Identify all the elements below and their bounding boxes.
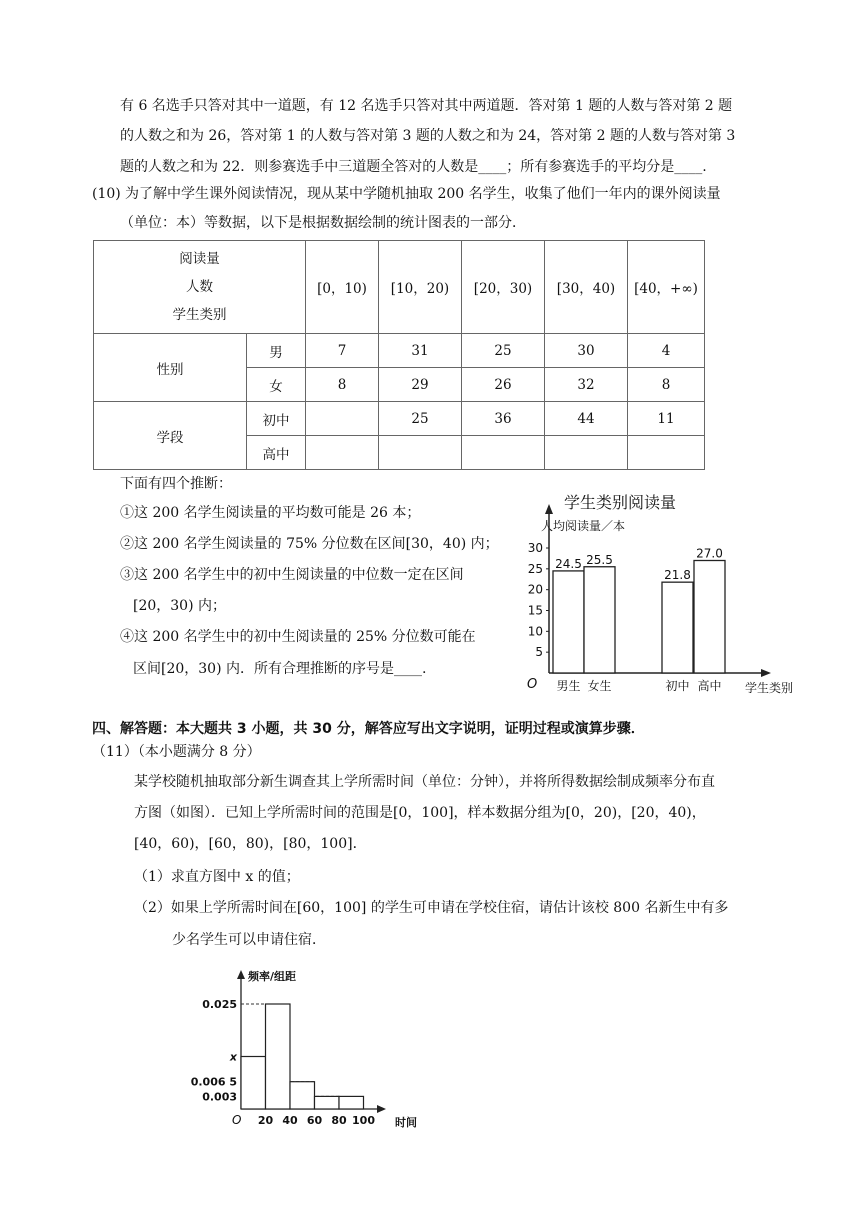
frequency-histogram bbox=[190, 966, 430, 1136]
hist-x-tick: 20 bbox=[257, 1114, 274, 1127]
q11-line-2: 方图（如图）．已知上学所需时间的范围是[0，100]，样本数据分组为[0，20)，[20，40)， bbox=[134, 805, 706, 821]
hist-x-tick: 40 bbox=[282, 1114, 298, 1127]
category-label: 初中 bbox=[665, 679, 690, 693]
hist-y-label: 频率/组距 bbox=[248, 970, 297, 983]
y-tick-label: 10 bbox=[527, 624, 543, 639]
q10-line-1: 为了解中学生课外阅读情况，现从某中学随机抽取 200 名学生，收集了他们一年内的课外阅读量 bbox=[125, 186, 721, 202]
hist-bar bbox=[290, 1082, 315, 1109]
hist-origin: O bbox=[232, 1113, 242, 1127]
table-cell bbox=[545, 436, 628, 470]
table-cell bbox=[306, 402, 379, 436]
table-cell: 32 bbox=[545, 368, 628, 402]
column-header: [30，40) bbox=[545, 241, 628, 334]
table-cell: 11 bbox=[628, 402, 705, 436]
bar bbox=[662, 582, 693, 673]
hist-y-arrow bbox=[237, 970, 245, 979]
hist-x-label: 时间 bbox=[395, 1116, 417, 1129]
x-axis-label: 学生类别 bbox=[745, 681, 794, 695]
hist-y-tick: 0.025 bbox=[202, 998, 237, 1011]
hist-bar bbox=[241, 1057, 266, 1110]
column-header: [10，20) bbox=[379, 241, 462, 334]
group-stage: 学段 bbox=[94, 402, 247, 470]
x-axis-arrow bbox=[761, 669, 771, 677]
prev-problem-line-3: 题的人数之和为 22．则参赛选手中三道题全答对的人数是____；所有参赛选手的平均分是____. bbox=[120, 159, 707, 175]
section-heading: 四、解答题：本大题共 3 小题，共 30 分，解答应写出文字说明，证明过程或演算步骤． bbox=[92, 721, 645, 737]
origin-label: O bbox=[527, 677, 538, 692]
table-cell bbox=[628, 436, 705, 470]
category-label: 高中 bbox=[697, 679, 722, 693]
hist-x-tick: 80 bbox=[331, 1114, 347, 1127]
inference-3a: ③这 200 名学生中的初中生阅读量的中位数一定在区间 bbox=[120, 567, 464, 583]
table-cell: 25 bbox=[462, 334, 545, 368]
hist-bar bbox=[315, 1096, 340, 1109]
row-label-male: 男 bbox=[247, 334, 306, 368]
y-axis-arrow bbox=[545, 504, 553, 514]
inference-4a: ④这 200 名学生中的初中生阅读量的 25% 分位数可能在 bbox=[120, 629, 476, 645]
hist-x-tick: 60 bbox=[306, 1114, 323, 1127]
bar bbox=[584, 567, 615, 673]
category-label: 女生 bbox=[587, 679, 612, 693]
hist-y-tick: 0.006 5 bbox=[190, 1075, 237, 1089]
reading-table bbox=[93, 240, 705, 470]
y-tick-label: 15 bbox=[527, 603, 543, 618]
group-gender: 性别 bbox=[94, 334, 247, 402]
y-tick-label: 25 bbox=[527, 561, 543, 576]
table-cell: 36 bbox=[462, 402, 545, 436]
inference-3b: [20，30) 内； bbox=[133, 598, 227, 614]
inferences-intro: 下面有四个推断： bbox=[120, 476, 232, 492]
inference-1: ①这 200 名学生阅读量的平均数可能是 26 本； bbox=[120, 505, 421, 521]
header-count: 人数 bbox=[186, 279, 213, 295]
hist-y-tick: 0.003 bbox=[202, 1090, 237, 1104]
column-header: [0，10) bbox=[306, 241, 379, 334]
table-cell: 8 bbox=[306, 368, 379, 402]
row-label-junior: 初中 bbox=[247, 402, 306, 436]
table-cell: 25 bbox=[379, 402, 462, 436]
table-cell: 44 bbox=[545, 402, 628, 436]
table-cell: 8 bbox=[628, 368, 705, 402]
hist-x-tick: 100 bbox=[352, 1114, 375, 1127]
row-label-senior: 高中 bbox=[247, 436, 306, 470]
hist-bar bbox=[266, 1004, 291, 1109]
prev-problem-line-2: 的人数之和为 26，答对第 1 的人数与答对第 3 题的人数之和为 24，答对第 2 题的人数与答对第 3 bbox=[120, 128, 736, 144]
hist-bar bbox=[339, 1096, 364, 1109]
inference-4b: 区间[20，30) 内．所有合理推断的序号是____. bbox=[133, 661, 427, 677]
q10-number: (10) bbox=[92, 186, 121, 202]
y-tick-label: 5 bbox=[535, 645, 543, 660]
y-tick-label: 30 bbox=[527, 541, 543, 555]
table-cell bbox=[462, 436, 545, 470]
table-cell: 29 bbox=[379, 368, 462, 402]
column-header: [20，30) bbox=[462, 241, 545, 334]
q11-sub-2b: 少名学生可以申请住宿． bbox=[172, 932, 326, 948]
q11-line-1: 某学校随机抽取部分新生调查其上学所需时间（单位：分钟），并将所得数据绘制成频率分布直 bbox=[134, 774, 715, 790]
hist-x-arrow bbox=[377, 1105, 386, 1113]
y-tick-label: 20 bbox=[527, 582, 543, 597]
bar-value-label: 27.0 bbox=[696, 546, 723, 561]
table-cell bbox=[379, 436, 462, 470]
chart-title: 学生类别阅读量 bbox=[563, 493, 677, 512]
inference-2: ②这 200 名学生阅读量的 75% 分位数在区间[30，40) 内； bbox=[120, 536, 499, 552]
hist-y-tick: x bbox=[229, 1050, 237, 1064]
q11-label: （11）（本小题满分 8 分） bbox=[92, 744, 261, 760]
q11-line-3: [40，60)，[60，80)，[80，100]． bbox=[134, 836, 367, 852]
bar bbox=[694, 561, 725, 674]
category-label: 男生 bbox=[556, 679, 581, 693]
header-reading: 阅读量 bbox=[179, 251, 220, 267]
table-cell: 26 bbox=[462, 368, 545, 402]
q11-sub-1: （1）求直方图中 x 的值； bbox=[134, 869, 300, 885]
bar bbox=[553, 571, 584, 673]
y-axis-label: 人均阅读量／本 bbox=[541, 519, 626, 533]
q11-sub-2a: （2）如果上学所需时间在[60，100] 的学生可申请在学校住宿，请估计该校 800 名新生中有多 bbox=[134, 900, 729, 916]
row-label-female: 女 bbox=[247, 368, 306, 402]
q10-line-2: （单位：本）等数据，以下是根据数据绘制的统计图表的一部分． bbox=[120, 215, 526, 231]
table-cell bbox=[306, 436, 379, 470]
table-header-diagonal bbox=[94, 241, 306, 334]
table-cell: 7 bbox=[306, 334, 379, 368]
bar-value-label: 24.5 bbox=[555, 556, 582, 571]
header-category: 学生类别 bbox=[172, 307, 227, 323]
table-cell: 30 bbox=[545, 334, 628, 368]
table-cell: 31 bbox=[379, 334, 462, 368]
table-cell: 4 bbox=[628, 334, 705, 368]
reading-bar-chart bbox=[505, 488, 805, 703]
bar-value-label: 21.8 bbox=[664, 568, 691, 583]
column-header: [40，+∞) bbox=[628, 241, 705, 334]
bar-value-label: 25.5 bbox=[586, 552, 613, 567]
prev-problem-line-1: 有 6 名选手只答对其中一道题，有 12 名选手只答对其中两道题．答对第 1 题的人数与答对第 2 题 bbox=[120, 98, 733, 114]
